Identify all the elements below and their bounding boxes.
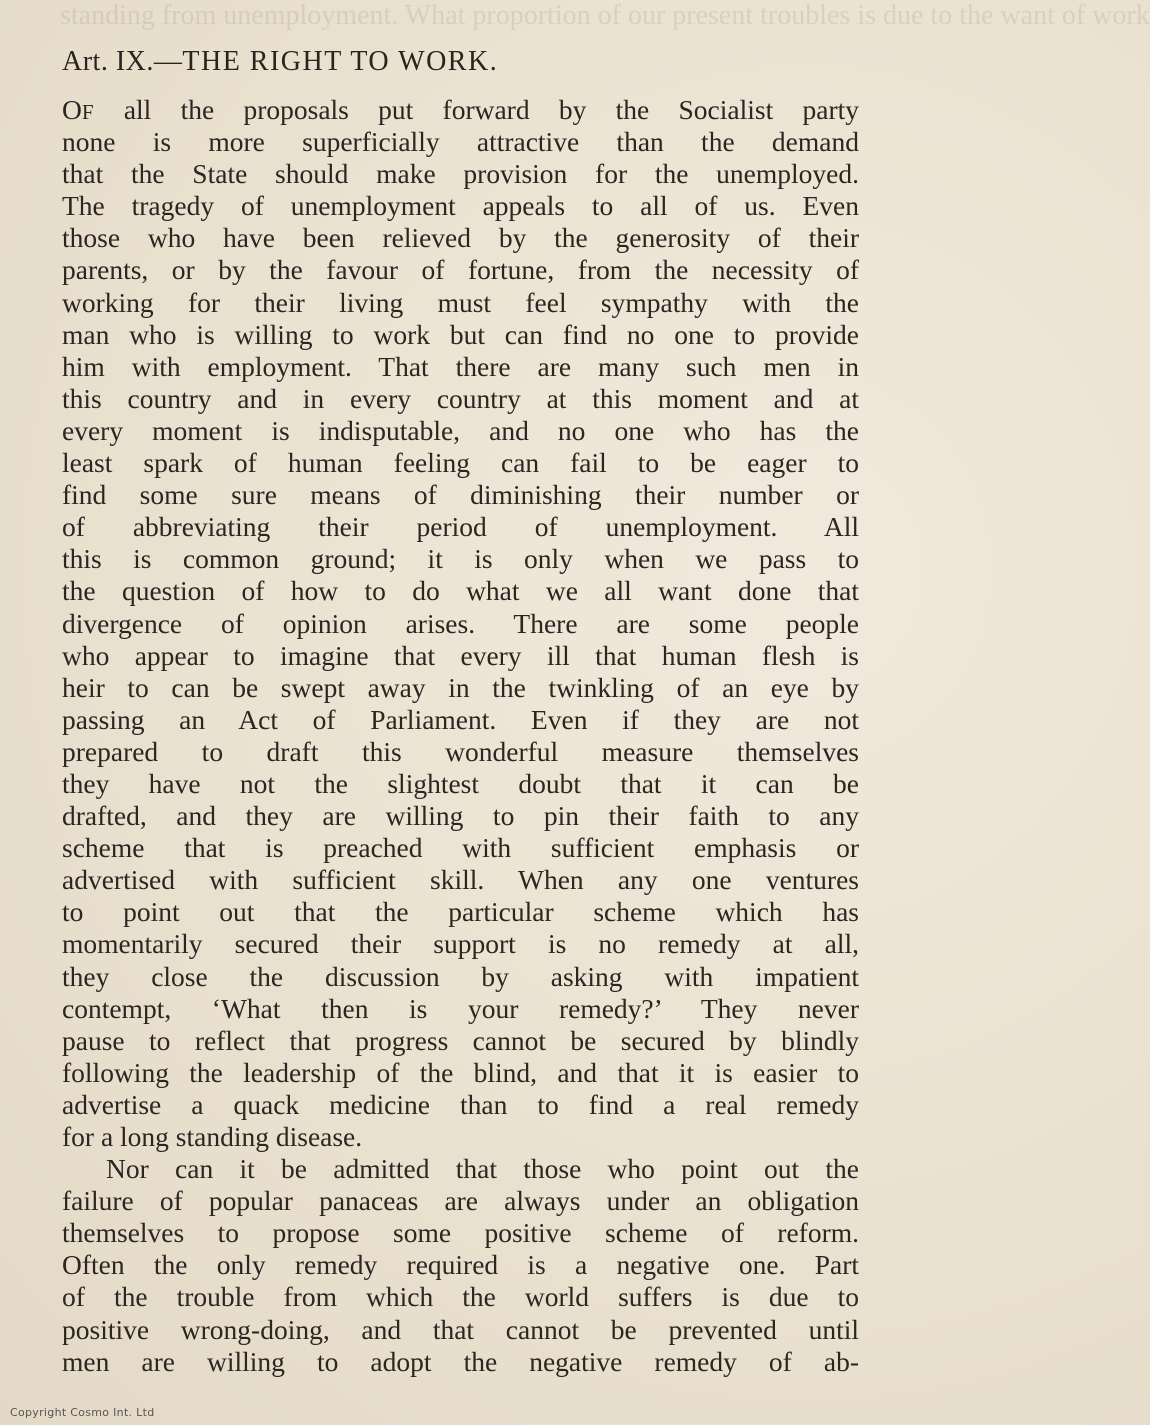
paragraph-line: every moment is indisputable, and no one who has the [62,414,859,446]
article-body [62,94,859,1378]
paragraph-line: advertise a quack medicine than to find a real remedy [62,1088,859,1120]
paragraph-line: prepared to draft this wonderful measure themselves [62,735,859,767]
paragraph-line: that the State should make provision for the unemployed. [62,158,859,190]
paragraph-line-text: all the proposals put forward by the Socialist party [94,94,859,125]
paragraph-line: none is more superficially attractive than the demand [62,126,859,158]
paragraph-line: this is common ground; it is only when we pass to [62,543,859,575]
paragraph-line: parents, or by the favour of fortune, from the necessity of [62,254,859,286]
paragraph-line: advertised with sufficient skill. When any one ventures [62,864,859,896]
paragraph-line: who appear to imagine that every ill that human flesh is [62,639,859,671]
copyright-watermark: Copyright Cosmo Int. Ltd [10,1406,155,1419]
paragraph-line [62,94,859,126]
paragraph-line: failure of popular panaceas are always under an obligation [62,1185,859,1217]
paragraph-line: for a long standing disease. [62,1121,363,1152]
bleed-through-text: standing from unemployment. What proportion of our present troubles is due to the want of work [60,0,1150,31]
paragraph-line: find some sure means of diminishing their number or [62,479,859,511]
paragraph-line: Nor can it be admitted that those who point out the [106,1153,859,1185]
paragraph-line: this country and in every country at this moment and at [62,382,859,414]
paragraph-line: passing an Act of Parliament. Even if they are not [62,703,859,735]
article-title: THE RIGHT TO WORK. [182,46,499,77]
paragraph-line: pause to reflect that progress cannot be secured by blindly [62,1024,859,1056]
paragraph-line: those who have been relieved by the generosity of their [62,222,859,254]
paragraph-line: working for their living must feel sympathy with the [62,286,859,318]
small-caps-initial: F [81,100,95,124]
paragraph-line: heir to can be swept away in the twinkling of an eye by [62,671,859,703]
paragraph-line: themselves to propose some positive scheme of reform. [62,1217,859,1249]
drop-initial: O [62,94,82,125]
paragraph-line: of the trouble from which the world suffers is due to [62,1281,859,1313]
paragraph-line: scheme that is preached with sufficient emphasis or [62,832,859,864]
paragraph-line: following the leadership of the blind, and that it is easier to [62,1056,859,1088]
paragraph-line: they have not the slightest doubt that it can be [62,767,859,799]
paragraph-line: men are willing to adopt the negative remedy of ab- [62,1345,859,1377]
paragraph-line: of abbreviating their period of unemployment. All [62,511,859,543]
paragraph-line: they close the discussion by asking with impatient [62,960,859,992]
paragraph-line: positive wrong-doing, and that cannot be prevented until [62,1313,859,1345]
paragraph-line: him with employment. That there are many such men in [62,350,859,382]
paragraph-line: man who is willing to work but can find no one to provide [62,318,859,350]
paragraph-line: Often the only remedy required is a negative one. Part [62,1249,859,1281]
paragraph-line: divergence of opinion arises. There are some people [62,607,859,639]
paragraph-line: the question of how to do what we all want done that [62,575,859,607]
paragraph-line: least spark of human feeling can fail to be eager to [62,447,859,479]
article-heading [62,46,498,78]
paragraph-line: drafted, and they are willing to pin their faith to any [62,800,859,832]
paragraph-line: The tragedy of unemployment appeals to all of us. Even [62,190,859,222]
paragraph-line: momentarily secured their support is no remedy at all, [62,928,859,960]
paragraph-line: to point out that the particular scheme which has [62,896,859,928]
article-number: Art. IX.— [62,46,183,77]
paragraph-line: contempt, ‘What then is your remedy?’ They never [62,992,859,1024]
